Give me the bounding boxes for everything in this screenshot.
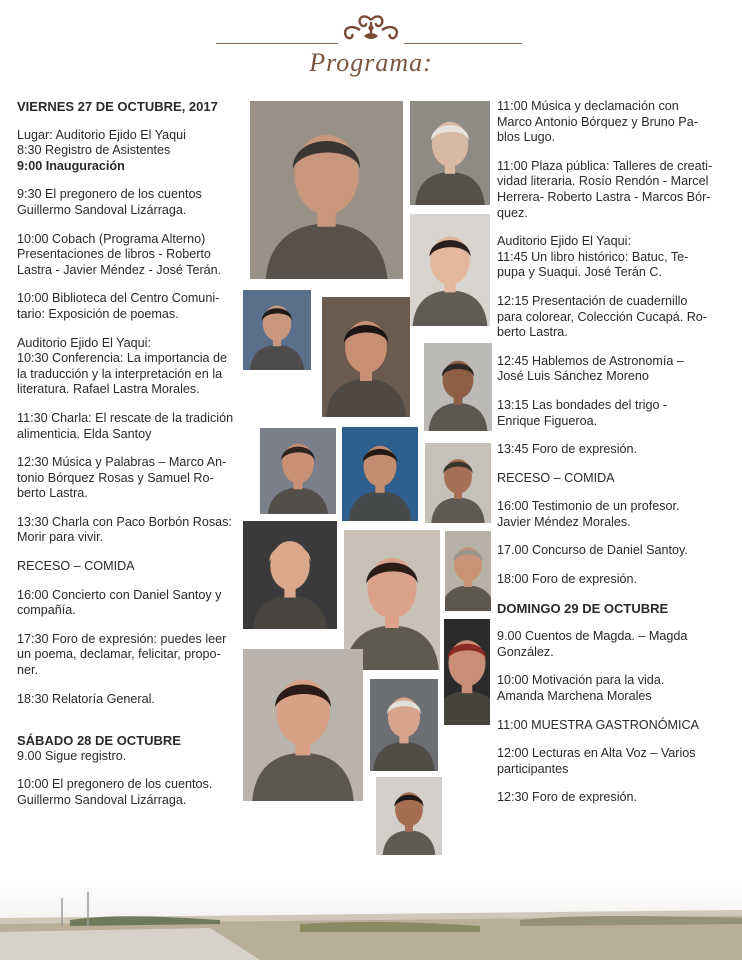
schedule-item: 9:30 El pregonero de los cuentos Guillermo Sandoval Lizárraga. [17, 187, 202, 217]
photo-older-man-suit [370, 679, 438, 771]
portrait-figure-icon [444, 619, 490, 725]
photo-elderly-woman [410, 101, 490, 205]
photo-elderly-man [424, 343, 492, 431]
schedule-item: 16:00 Testimonio de un profesor. Javier Méndez Morales. [497, 499, 680, 529]
schedule-item: 10:00 El pregonero de los cuentos. Guillermo Sandoval Lizárraga. [17, 777, 213, 807]
sunday-heading: DOMINGO 29 DE OCTUBRE [497, 600, 669, 616]
schedule-item: 16:00 Concierto con Daniel Santoy y compañía. [17, 587, 222, 618]
schedule-item: 12:15 Presentación de cuadernillo para colorear, Colección Cucapá. Ro- berto Lastra. [497, 293, 708, 340]
portrait-figure-icon [370, 679, 438, 771]
schedule-item: 13:45 Foro de expresión. [497, 442, 638, 457]
schedule-item: 9.00 Sigue registro. [17, 748, 127, 763]
photo-man-dark-hair [376, 777, 442, 855]
photo-woman-red-hair [444, 619, 490, 725]
program-title: Programa: [309, 48, 433, 77]
saturday-heading: SÁBADO 28 DE OCTUBRE [17, 733, 181, 749]
friday-venue: Lugar: Auditorio Ejido El Yaqui [17, 127, 186, 142]
schedule-item: 12:45 Hablemos de Astronomía – José Luis Sánchez Moreno [497, 353, 684, 384]
schedule-item: 12:30 Foro de expresión. [497, 790, 638, 805]
schedule-item: RECESO – COMIDA [17, 559, 135, 574]
friday-registration: 8:30 Registro de Asistentes [17, 143, 171, 158]
flourish-ornament-icon [330, 14, 412, 46]
schedule-item: 10:00 Biblioteca del Centro Comuni- tario: Exposición de poemas. [17, 291, 220, 321]
schedule-item: RECESO – COMIDA [497, 470, 615, 485]
schedule-item: 11:00 Plaza pública: Talleres de creati- vidad literaria. Rosío Rendón - Marcel Herrera- Roberto Lastra - Marcos Bór- quez. [497, 158, 713, 220]
schedule-item: 18:00 Foro de expresión. [497, 572, 638, 587]
portrait-figure-icon [260, 428, 336, 514]
photo-woman-glasses [342, 427, 418, 521]
photo-woman-red-shirt [322, 297, 410, 417]
portrait-figure-icon [376, 777, 442, 855]
schedule-item: 12:00 Lecturas en Alta Voz – Varios participantes [497, 746, 696, 776]
left-column [17, 99, 249, 822]
photo-man-smiling [260, 428, 336, 514]
friday-venue-block [17, 128, 249, 175]
portrait-figure-icon [243, 649, 363, 801]
friday-inauguration: 9:00 Inauguración [17, 158, 125, 173]
portrait-figure-icon [342, 427, 418, 521]
schedule-item: Auditorio Ejido El Yaqui: 11:45 Un libro histórico: Batuc, Te- pupa y Suaqui. José Terán C. [497, 234, 689, 280]
schedule-item: 12:30 Música y Palabras – Marco An- tonio Bórquez Rosas y Samuel Ro- berto Lastra. [17, 455, 227, 501]
schedule-item: 17:30 Foro de expresión: puedes leer un poema, declamar, felicitar, propo- ner. [17, 631, 227, 678]
portrait-figure-icon [445, 531, 491, 611]
photo-woman-short-hair [243, 649, 363, 801]
photo-boy-glasses [243, 290, 311, 370]
schedule-item: Auditorio Ejido El Yaqui: 10:30 Conferencia: La importancia de la traducción y la interpretación en la literatura. Rafael Lastra Morales. [17, 335, 228, 397]
portrait-figure-icon [250, 101, 403, 279]
photo-man-mustache [425, 443, 491, 523]
schedule-item: 18:30 Relatoría General. [17, 691, 155, 706]
portrait-figure-icon [243, 521, 337, 629]
schedule-item: 11:30 Charla: El rescate de la tradición alimenticia. Elda Santoy [17, 410, 234, 441]
portrait-figure-icon [322, 297, 410, 417]
photo-guitarist [250, 101, 403, 279]
portrait-figure-icon [410, 101, 490, 205]
schedule-item: 9.00 Cuentos de Magda. – Magda González. [497, 629, 688, 659]
photo-bald-man-glasses [243, 521, 337, 629]
schedule-item: 13:30 Charla con Paco Borbón Rosas: Morir para vivir. [17, 514, 232, 545]
schedule-item: 11:00 Música y declamación con Marco Antonio Bórquez y Bruno Pa- blos Lugo. [497, 99, 698, 145]
schedule-item: 13:15 Las bondades del trigo - Enrique Figueroa. [497, 397, 668, 428]
landscape-footer-image [0, 880, 742, 960]
photo-young-woman [410, 214, 490, 326]
photo-man-gray-glasses [445, 531, 491, 611]
schedule-item: 11:00 MUESTRA GASTRONÓMICA [497, 717, 700, 732]
portrait-figure-icon [424, 343, 492, 431]
portrait-figure-icon [425, 443, 491, 523]
portrait-figure-icon [410, 214, 490, 326]
schedule-item: 10:00 Cobach (Programa Alterno) Presentaciones de libros - Roberto Lastra - Javier Méndez - José Terán. [17, 231, 222, 277]
right-column [497, 99, 733, 819]
schedule-item: 17.00 Concurso de Daniel Santoy. [497, 543, 688, 558]
portrait-figure-icon [243, 290, 311, 370]
friday-heading: VIERNES 27 DE OCTUBRE, 2017 [17, 99, 218, 114]
schedule-item: 10:00 Motivación para la vida. Amanda Marchena Morales [497, 673, 665, 704]
